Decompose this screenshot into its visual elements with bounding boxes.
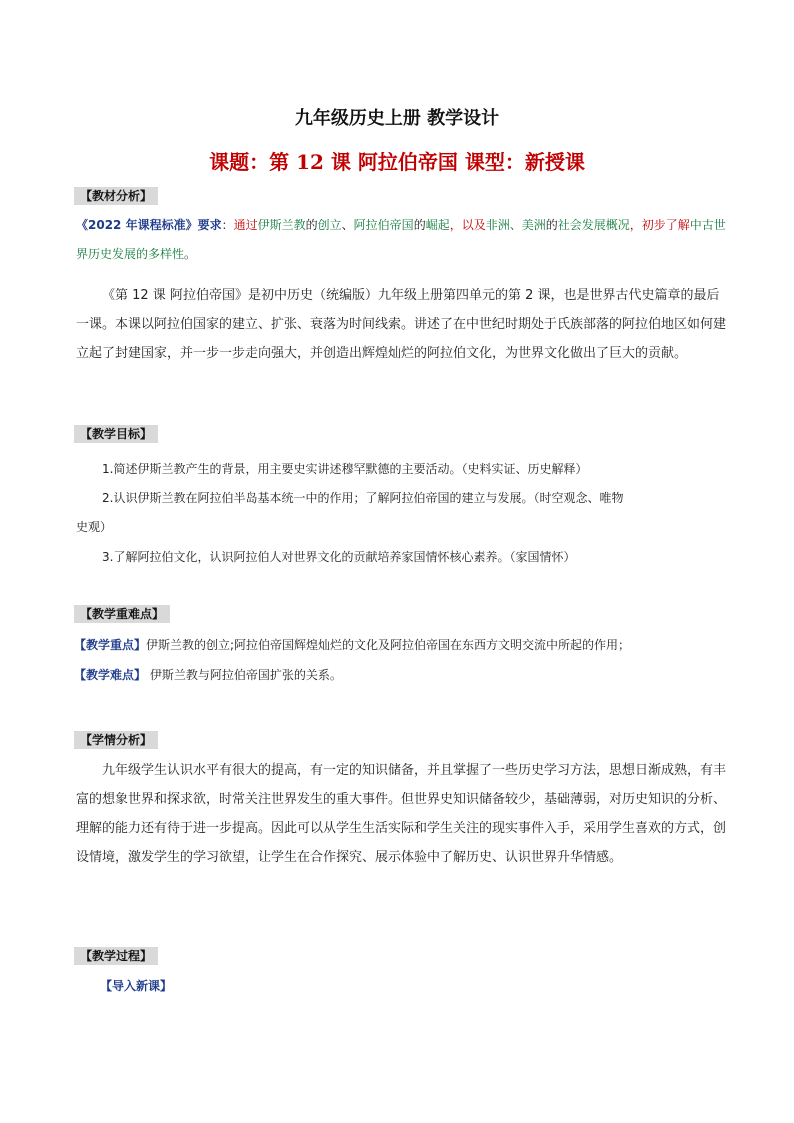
difficulty-tag: 【教学难点】 — [74, 668, 147, 682]
lesson-subtitle: 课题：第 12 课 阿拉伯帝国 课型：新授课 — [209, 150, 585, 174]
teaching-difficulty — [74, 661, 754, 690]
learner-analysis-paragraph: 九年级学生认识水平有很大的提高，有一定的知识储备，并且掌握了一些历史学习方法，思想日渐成熟，有丰富的想象世界和探求欲，时常关注世界发生的重大事件。但世界史知识储备较少，基础薄弱，对历史知识的分析、理解的能力还有待于进一步提高。因此可以从学生生活实际和学生关注的现实事件入手，采用学生喜欢的方式，创设情境，激发学生的学习欲望，让学生在合作探究、展示体验中了解历史、认识世界升华情感。 — [76, 763, 727, 865]
focus-text: 伊斯兰教的创立;阿拉伯帝国辉煌灿烂的文化及阿拉伯帝国在东西方文明交流中所起的作用； — [146, 638, 631, 652]
section-label-objectives: 【教学目标】 — [74, 425, 158, 443]
objective-3: 3.了解阿拉伯文化，认识阿拉伯人对世界文化的贡献培养家国情怀核心素养。（家国情怀） — [102, 550, 576, 564]
standard-label: 《2022 年课程标准》要求 — [76, 218, 222, 232]
focus-tag: 【教学重点】 — [74, 638, 147, 652]
difficulty-text: 伊斯兰教与阿拉伯帝国扩张的关系。 — [146, 668, 342, 682]
section-label-key-points: 【教学重难点】 — [74, 605, 170, 623]
intro-new-lesson: 【导入新课】 — [100, 979, 173, 993]
teaching-focus — [74, 631, 754, 660]
objective-1: 1.简述伊斯兰教产生的背景，用主要史实讲述穆罕默德的主要活动。（史料实证、历史解释） — [102, 462, 588, 476]
objective-2-continued: 史观） — [76, 520, 113, 534]
section-label-process: 【教学过程】 — [74, 947, 158, 965]
section-label-learners: 【学情分析】 — [74, 731, 158, 749]
section-label-textbook: 【教材分析】 — [74, 187, 158, 205]
objective-2: 2.认识伊斯兰教在阿拉伯半岛基本统一中的作用；了解阿拉伯帝国的建立与发展。（时空观念、唯物 — [102, 491, 624, 505]
textbook-analysis-paragraph: 《第 12 课 阿拉伯帝国》是初中历史（统编版）九年级上册第四单元的第 2 课，也是世界古代史篇章的最后一课。本课以阿拉伯国家的建立、扩张、衰落为时间线索。讲述了在中世纪时期处于氏族部落的阿拉伯地区如何建立起了封建国家，并一步一步走向强大，并创造出辉煌灿烂的阿拉伯文化，为世界文化做出了巨大的贡献。 — [76, 288, 727, 361]
document-title: 九年级历史上册 教学设计 — [294, 108, 500, 129]
curriculum-standard: 《2022 年课程标准》要求：通过伊斯兰教的创立、阿拉伯帝国的崛起，以及非洲、美洲的社会发展概况，初步了解中古世界历史发展的多样性。 — [76, 218, 726, 261]
